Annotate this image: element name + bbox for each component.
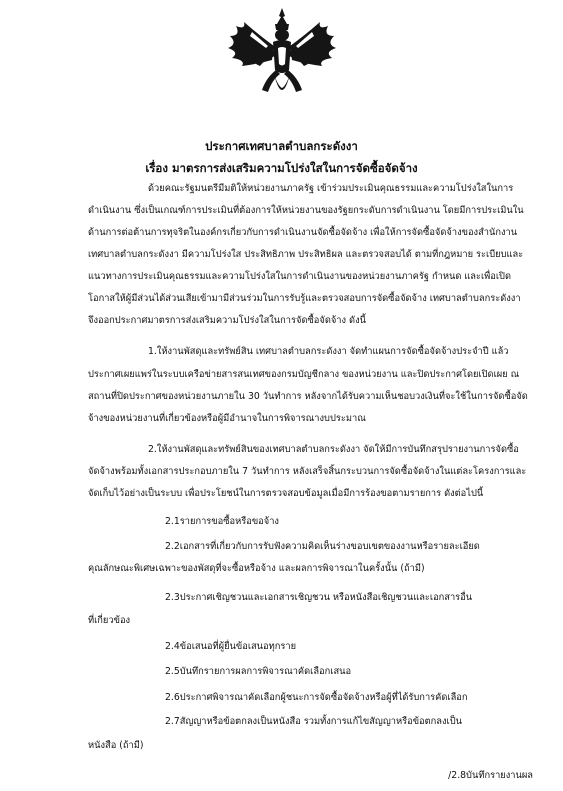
sub-item-2-2-cont: คุณลักษณะพิเศษเฉพาะของพัสดุที่จะซื้อหรือจ้าง และผลการพิจารณาในครั้งนั้น (ถ้ามี) (88, 563, 425, 574)
sub-item-2-7: 2.7สัญญาหรือข้อตกลงเป็นหนังสือ รวมทั้งการแก้ไขสัญญาหรือข้อตกลงเป็น (165, 716, 462, 727)
intro-line: โอกาสให้ผู้มีส่วนได้ส่วนเสียเข้ามามีส่วนร่วมในการรับรู้และตรวจสอบการจัดซื้อจัดจ้าง เทศบาลตำบลกระดังงา (88, 293, 521, 304)
item-2-line: จัดจ้างพร้อมทั้งเอกสารประกอบภายใน 7 วันทำการ หลังเสร็จสิ้นกระบวนการจัดซื้อจัดจ้างในแต่ละโครงการและ (88, 466, 527, 477)
item-1-line: ประกาศเผยแพร่ในระบบเครือข่ายสารสนเทศของกรมบัญชีกลาง ของหน่วยงาน และปิดประกาศโดยเปิดเผย ณ (88, 369, 520, 380)
sub-item-2-5: 2.5บันทึกรายการผลการพิจารณาคัดเลือกเสนอ (165, 666, 352, 677)
item-2-line: 2.ให้งานพัสดุและทรัพย์สินของเทศบาลตำบลกระดังงา จัดให้มีการบันทึกสรุปรายงานการจัดซื้อ (148, 444, 519, 455)
sub-item-2-1: 2.1รายการขอซื้อหรือขอจ้าง (165, 516, 279, 527)
garuda-emblem (222, 6, 342, 111)
item-1-line: 1.ให้งานพัสดุและทรัพย์สิน เทศบาลตำบลกระดังงา จัดทำแผนการจัดซื้อจัดจ้างประจำปี แล้ว (148, 346, 509, 357)
intro-line: แนวทางการประเมินคุณธรรมและความโปร่งใสในการดำเนินงานของหน่วยงานภาครัฐ กำหนด และเพื่อเปิด (88, 271, 511, 282)
intro-line: ดำเนินงาน ซึ่งเป็นเกณฑ์การประเมินที่ต้องการให้หน่วยงานของรัฐยกระดับการดำเนินงาน โดยมีการประเมินใน (88, 205, 524, 216)
item-1-line: จ้างของหน่วยงานที่เกี่ยวข้องหรือผู้มีอำนาจในการพิจารณางบประมาณ (88, 413, 366, 424)
sub-item-2-2: 2.2เอกสารที่เกี่ยวกับการรับฟังความคิดเห็นร่างขอบเขตของงานหรือรายละเอียด (165, 541, 480, 552)
item-1-line: สถานที่ปิดประกาศของหน่วยงานภายใน 30 วันทำการ หลังจากได้รับความเห็นชอบวงเงินที่จะใช้ในการจัดซื้อจัด (88, 391, 528, 402)
document-subject: เรื่อง มาตรการส่งเสริมความโปร่งใสในการจัดซื้อจัดจ้าง (145, 161, 418, 175)
sub-item-2-3-cont: ที่เกี่ยวข้อง (88, 615, 131, 626)
sub-item-2-4: 2.4ข้อเสนอที่ผู้ยื่นข้อเสนอทุกราย (165, 641, 297, 652)
document-title: ประกาศเทศบาลตำบลกระดังงา (205, 139, 358, 153)
intro-line: ด้วยคณะรัฐมนตรีมีมติให้หน่วยงานภาครัฐ เข้าร่วมประเมินคุณธรรมและความโปร่งใสในการ (148, 183, 514, 194)
sub-item-2-7-cont: หนังสือ (ถ้ามี) (88, 740, 144, 751)
sub-item-2-6: 2.6ประกาศพิจารณาคัดเลือกผู้ชนะการจัดซื้อจัดจ้างหรือผู้ที่ได้รับการคัดเลือก (165, 692, 468, 703)
intro-line: จึงออกประกาศมาตรการส่งเสริมความโปร่งใสในการจัดซื้อจัดจ้าง ดังนี้ (88, 315, 366, 326)
sub-item-2-3: 2.3ประกาศเชิญชวนและเอกสารเชิญชวน หรือหนังสือเชิญชวนและเอกสารอื่น (165, 592, 473, 603)
continued-marker: /2.8บันทึกรายงานผล (448, 770, 533, 781)
item-2-line: จัดเก็บไว้อย่างเป็นระบบ เพื่อประโยชน์ในการตรวจสอบข้อมูลเมื่อมีการร้องขอตามรายการ ดังต่อไปนี้ (88, 488, 484, 499)
intro-line: เทศบาลตำบลกระดังงา มีความโปร่งใส ประสิทธิภาพ ประสิทธิผล และตรวจสอบได้ ตามที่กฎหมาย ระเบียบและ (88, 249, 524, 260)
intro-line: ด้านการต่อต้านการทุจริตในองค์กรเกี่ยวกับการดำเนินงานจัดซื้อจัดจ้าง เพื่อให้การจัดซื้อจัดจ้างของสำนักงาน (88, 227, 518, 238)
